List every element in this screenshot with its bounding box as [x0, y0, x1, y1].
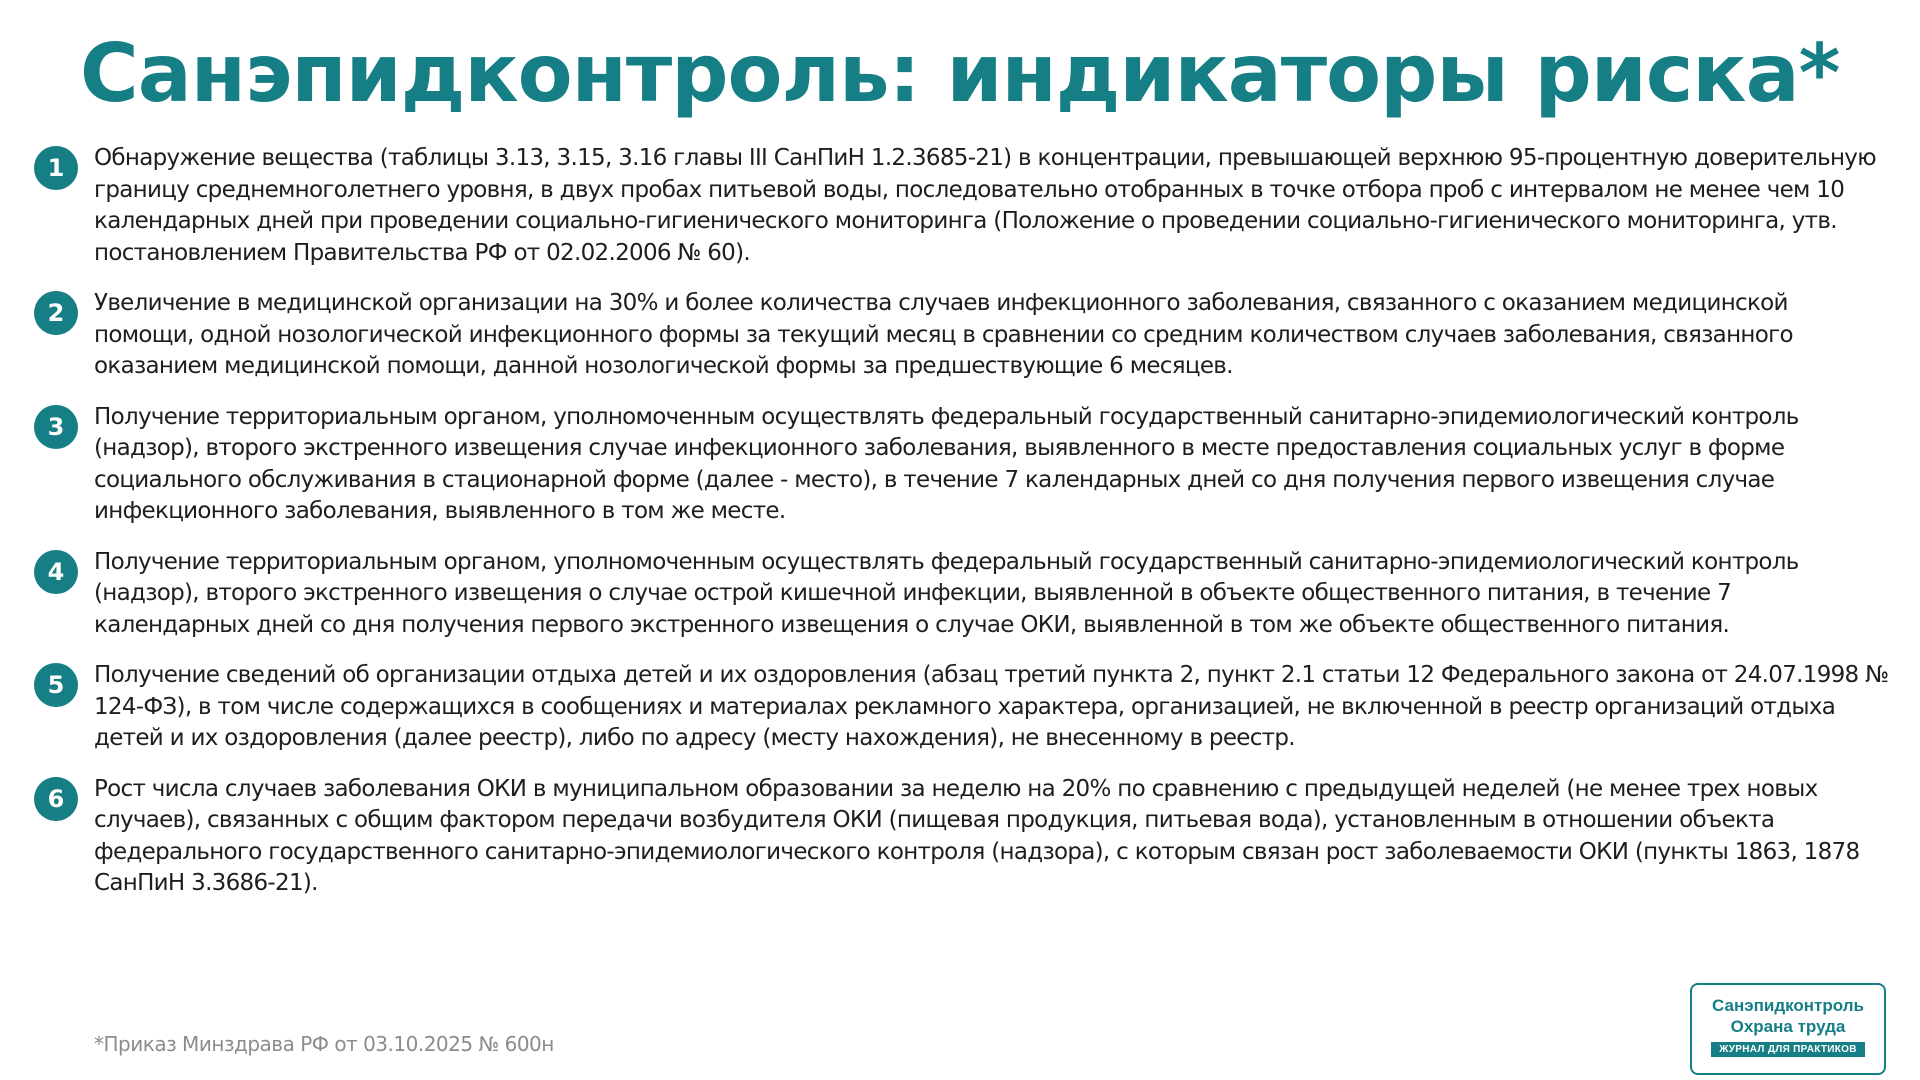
list-item [34, 660, 1892, 755]
item-number-badge: 5 [34, 663, 78, 707]
item-number-badge: 4 [34, 550, 78, 594]
list-item [34, 402, 1892, 528]
list-item [34, 547, 1892, 642]
list-item [34, 143, 1892, 269]
journal-logo [1690, 983, 1886, 1075]
item-number-badge: 3 [34, 405, 78, 449]
item-text: Обнаружение вещества (таблицы 3.13, 3.15, 3.16 главы III СанПиН 1.2.3685-21) в концентрации, превышающей верхнюю 95-процентную доверительную границу среднемноголетнего уровня, в двух пробах питьевой воды, последовательно отобранных в точке отбора проб с интервалом не менее чем 10 календарных дней при проведении социально-гигиенического мониторинга (Положение о проведении социально-гигиенического мониторинга, утв. постановлением Правительства РФ от 02.02.2006 № 60). [94, 145, 1876, 266]
footnote: *Приказ Минздрава РФ от 03.10.2025 № 600н [94, 1032, 554, 1056]
logo-tagline: ЖУРНАЛ ДЛЯ ПРАКТИКОВ [1711, 1042, 1865, 1057]
page-title: Санэпидконтроль: индикаторы риска* [80, 27, 1840, 120]
item-number-badge: 2 [34, 291, 78, 335]
item-text: Рост числа случаев заболевания ОКИ в муниципальном образовании за неделю на 20% по сравнению с предыдущей неделей (не менее трех новых случаев), связанных с общим фактором передачи возбудителя ОКИ (пищевая продукция, питьевая вода), установленным в отношении объекта федерального государственного санитарно-эпидемиологического контроля (надзора), с которым связан рост заболеваемости ОКИ (пункты 1863, 1878 СанПиН 3.3686-21). [94, 775, 1860, 896]
risk-indicator-list [34, 143, 1892, 919]
item-number-badge: 1 [34, 146, 78, 190]
logo-title: Санэпидконтроль [1712, 996, 1864, 1015]
logo-subtitle: Охрана труда [1730, 1017, 1846, 1036]
item-text: Получение территориальным органом, уполномоченным осуществлять федеральный государственный санитарно-эпидемиологический контроль (надзор), второго экстренного извещения случае инфекционного заболевания, выявленного в месте предоставления социальных услуг в форме социального обслуживания в стационарной форме (далее - место), в течение 7 календарных дней со дня получения первого извещения случае инфекционного заболевания, выявленного в том же месте. [94, 403, 1799, 524]
item-text: Получение территориальным органом, уполномоченным осуществлять федеральный государственный санитарно-эпидемиологический контроль (надзор), второго экстренного извещения о случае острой кишечной инфекции, выявленной в объекте общественного питания, в течение 7 календарных дней со дня получения первого экстренного извещения о случае ОКИ, выявленной в том же объекте общественного питания. [94, 548, 1799, 638]
list-item [34, 774, 1892, 900]
list-item [34, 288, 1892, 383]
item-text: Увеличение в медицинской организации на 30% и более количества случаев инфекционного заболевания, связанного с оказанием медицинской помощи, одной нозологической инфекционного формы за текущий месяц в сравнении со средним количеством случаев заболевания, связанного оказанием медицинской помощи, данной нозологической формы за предшествующие 6 месяцев. [94, 290, 1793, 379]
item-number-badge: 6 [34, 777, 78, 821]
item-text: Получение сведений об организации отдыха детей и их оздоровления (абзац третий пункта 2, пункт 2.1 статьи 12 Федерального закона от 24.07.1998 № 124-ФЗ), в том числе содержащихся в сообщениях и материалах рекламного характера, организацией, не включенной в реестр организаций отдыха детей и их оздоровления (далее реестр), либо по адресу (месту нахождения), не внесенному в реестр. [94, 662, 1889, 751]
